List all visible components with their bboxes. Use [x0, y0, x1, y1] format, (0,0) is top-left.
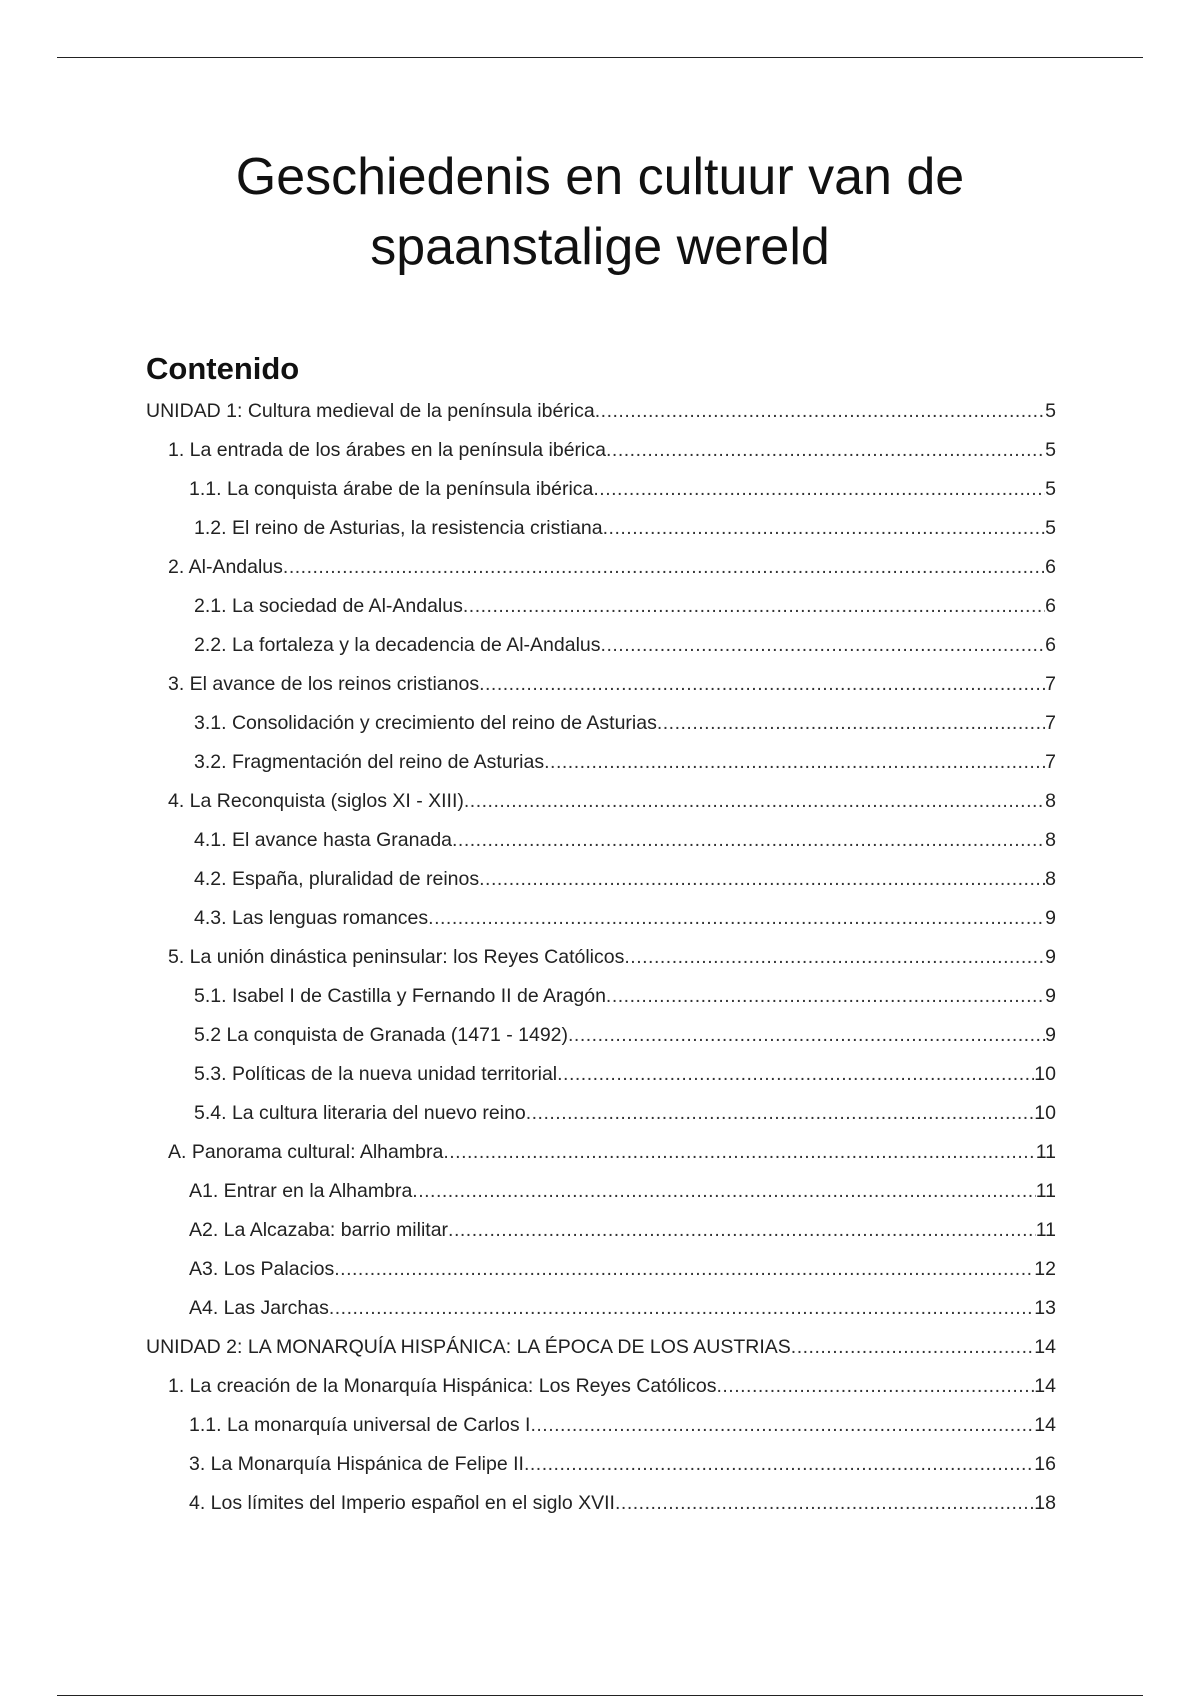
toc-entry[interactable] [146, 1180, 1056, 1219]
toc-dot-leader [624, 946, 1045, 969]
toc-entry-page-number[interactable]: 9 [1045, 985, 1056, 1007]
toc-entry-page-number[interactable]: 10 [1034, 1102, 1056, 1124]
toc-entry-title[interactable]: 5.2 La conquista de Granada (1471 - 1492) [194, 1024, 569, 1046]
toc-entry[interactable] [146, 556, 1056, 595]
toc-entry[interactable] [146, 478, 1056, 517]
toc-dot-leader [464, 790, 1045, 813]
toc-entry[interactable] [146, 946, 1056, 985]
toc-entry-page-number[interactable]: 8 [1045, 868, 1056, 890]
toc-entry-title[interactable]: 2.2. La fortaleza y la decadencia de Al-Andalus [194, 634, 601, 656]
toc-entry-title[interactable]: 4. La Reconquista (siglos XI - XIII) [168, 790, 464, 812]
toc-entry[interactable] [146, 673, 1056, 712]
toc-entry-title[interactable]: UNIDAD 1: Cultura medieval de la península ibérica [146, 400, 595, 422]
toc-entry-title[interactable]: 5.4. La cultura literaria del nuevo reino [194, 1102, 526, 1124]
toc-entry-title[interactable]: 1.2. El reino de Asturias, la resistencia cristiana [194, 517, 603, 539]
toc-dot-leader [463, 595, 1045, 618]
toc-entry[interactable] [146, 1219, 1056, 1258]
toc-dot-leader [606, 985, 1045, 1008]
toc-entry-title[interactable]: A. Panorama cultural: Alhambra [168, 1141, 444, 1163]
toc-dot-leader [479, 673, 1045, 696]
toc-entry-title[interactable]: 1. La entrada de los árabes en la península ibérica [168, 439, 606, 461]
toc-dot-leader [334, 1258, 1034, 1281]
toc-entry-title[interactable]: 1. La creación de la Monarquía Hispánica: Los Reyes Católicos [168, 1375, 717, 1397]
toc-entry-title[interactable]: A1. Entrar en la Alhambra [189, 1180, 413, 1202]
toc-entry[interactable] [146, 868, 1056, 907]
toc-entry-page-number[interactable]: 5 [1045, 517, 1056, 539]
table-of-contents [146, 400, 1056, 1531]
toc-entry[interactable] [146, 1414, 1056, 1453]
toc-entry-page-number[interactable]: 7 [1045, 673, 1056, 695]
toc-entry-title[interactable]: 1.1. La conquista árabe de la península ibérica [189, 478, 594, 500]
toc-dot-leader [530, 1414, 1034, 1437]
header-rule [57, 57, 1143, 58]
toc-entry[interactable] [146, 400, 1056, 439]
toc-entry-title[interactable]: 3. La Monarquía Hispánica de Felipe II [189, 1453, 524, 1475]
toc-entry-page-number[interactable]: 9 [1045, 946, 1056, 968]
toc-entry[interactable] [146, 712, 1056, 751]
toc-entry-title[interactable]: 3.2. Fragmentación del reino de Asturias [194, 751, 545, 773]
toc-dot-leader [428, 907, 1045, 930]
toc-dot-leader [283, 556, 1045, 579]
toc-entry-page-number[interactable]: 5 [1045, 478, 1056, 500]
toc-heading: Contenido [146, 351, 300, 386]
toc-entry-title[interactable]: 4.3. Las lenguas romances [194, 907, 429, 929]
toc-dot-leader [452, 829, 1045, 852]
toc-entry-page-number[interactable]: 12 [1034, 1258, 1056, 1280]
toc-dot-leader [657, 712, 1045, 735]
toc-entry-page-number[interactable]: 14 [1034, 1414, 1056, 1436]
toc-dot-leader [716, 1375, 1034, 1398]
toc-dot-leader [544, 751, 1045, 774]
toc-entry-page-number[interactable]: 18 [1034, 1492, 1056, 1514]
toc-entry[interactable] [146, 907, 1056, 946]
toc-entry-page-number[interactable]: 16 [1034, 1453, 1056, 1475]
toc-entry[interactable] [146, 634, 1056, 673]
toc-entry-title[interactable]: 4.1. El avance hasta Granada [194, 829, 453, 851]
toc-entry-page-number[interactable]: 9 [1045, 907, 1056, 929]
toc-entry-title[interactable]: 4.2. España, pluralidad de reinos [194, 868, 480, 890]
toc-entry-page-number[interactable]: 5 [1045, 400, 1056, 422]
toc-entry-page-number[interactable]: 14 [1034, 1336, 1056, 1358]
toc-entry[interactable] [146, 1102, 1056, 1141]
toc-dot-leader [526, 1102, 1035, 1125]
toc-dot-leader [615, 1492, 1034, 1515]
toc-entry[interactable] [146, 439, 1056, 478]
toc-entry-page-number[interactable]: 9 [1045, 1024, 1056, 1046]
toc-entry-title[interactable]: 1.1. La monarquía universal de Carlos I [189, 1414, 531, 1436]
toc-entry-title[interactable]: 5.1. Isabel I de Castilla y Fernando II de Aragón [194, 985, 606, 1007]
toc-entry-title[interactable]: 3. El avance de los reinos cristianos [168, 673, 480, 695]
document-title [100, 142, 1100, 282]
toc-entry-page-number[interactable]: 11 [1035, 1180, 1056, 1202]
document-title-line-1: Geschiedenis en cultuur van de [235, 148, 965, 206]
toc-entry-title[interactable]: A3. Los Palacios [189, 1258, 335, 1280]
toc-dot-leader [603, 517, 1046, 540]
toc-entry[interactable] [146, 595, 1056, 634]
toc-entry-page-number[interactable]: 14 [1034, 1375, 1056, 1397]
toc-dot-leader [595, 400, 1045, 423]
toc-entry[interactable] [146, 1258, 1056, 1297]
toc-entry-title[interactable]: A2. La Alcazaba: barrio militar [189, 1219, 449, 1241]
toc-entry-page-number[interactable]: 5 [1045, 439, 1056, 461]
toc-entry-page-number[interactable]: 13 [1034, 1297, 1056, 1319]
toc-entry[interactable] [146, 1453, 1056, 1492]
toc-dot-leader [524, 1453, 1034, 1476]
toc-entry-title[interactable]: 2. Al-Andalus [168, 556, 283, 578]
toc-entry[interactable] [146, 1063, 1056, 1102]
toc-entry-title[interactable]: UNIDAD 2: LA MONARQUÍA HISPÁNICA: LA ÉPOCA DE LOS AUSTRIAS [146, 1336, 791, 1358]
toc-entry[interactable] [146, 985, 1056, 1024]
toc-entry-page-number[interactable]: 11 [1035, 1219, 1056, 1241]
toc-entry-title[interactable]: 4. Los límites del Imperio español en el siglo XVII [189, 1492, 615, 1514]
toc-dot-leader [479, 868, 1045, 891]
toc-dot-leader [412, 1180, 1035, 1203]
toc-entry[interactable] [146, 1024, 1056, 1063]
toc-entry-title[interactable]: A4. Las Jarchas [189, 1297, 329, 1319]
toc-entry-page-number[interactable]: 6 [1045, 556, 1056, 578]
toc-entry-page-number[interactable]: 10 [1034, 1063, 1056, 1085]
toc-entry[interactable] [146, 517, 1056, 556]
toc-entry[interactable] [146, 1375, 1056, 1414]
toc-entry-page-number[interactable]: 11 [1035, 1141, 1056, 1163]
toc-dot-leader [601, 634, 1046, 657]
toc-dot-leader [329, 1297, 1034, 1320]
toc-entry[interactable] [146, 1492, 1056, 1531]
toc-entry-title[interactable]: 2.1. La sociedad de Al-Andalus [194, 595, 463, 617]
toc-dot-leader [448, 1219, 1036, 1242]
footer-rule [57, 1695, 1143, 1696]
toc-entry-page-number[interactable]: 7 [1045, 712, 1056, 734]
toc-dot-leader [568, 1024, 1045, 1047]
toc-entry[interactable] [146, 1297, 1056, 1336]
toc-dot-leader [593, 478, 1045, 501]
toc-entry-title[interactable]: 5. La unión dinástica peninsular: los Reyes Católicos [168, 946, 625, 968]
toc-dot-leader [606, 439, 1045, 462]
toc-dot-leader [791, 1336, 1035, 1359]
toc-dot-leader [443, 1141, 1035, 1164]
toc-entry-page-number[interactable]: 6 [1045, 595, 1056, 617]
toc-entry-title[interactable]: 5.3. Políticas de la nueva unidad territorial [194, 1063, 558, 1085]
toc-entry[interactable] [146, 1336, 1056, 1375]
toc-entry-page-number[interactable]: 8 [1045, 790, 1056, 812]
document-title-line-2: spaanstalige wereld [370, 218, 830, 276]
toc-entry-title[interactable]: 3.1. Consolidación y crecimiento del reino de Asturias [194, 712, 657, 734]
toc-entry[interactable] [146, 790, 1056, 829]
toc-entry-page-number[interactable]: 7 [1045, 751, 1056, 773]
toc-entry[interactable] [146, 829, 1056, 868]
toc-entry-page-number[interactable]: 8 [1045, 829, 1056, 851]
toc-entry[interactable] [146, 1141, 1056, 1180]
toc-dot-leader [557, 1063, 1034, 1086]
toc-entry[interactable] [146, 751, 1056, 790]
toc-entry-page-number[interactable]: 6 [1045, 634, 1056, 656]
